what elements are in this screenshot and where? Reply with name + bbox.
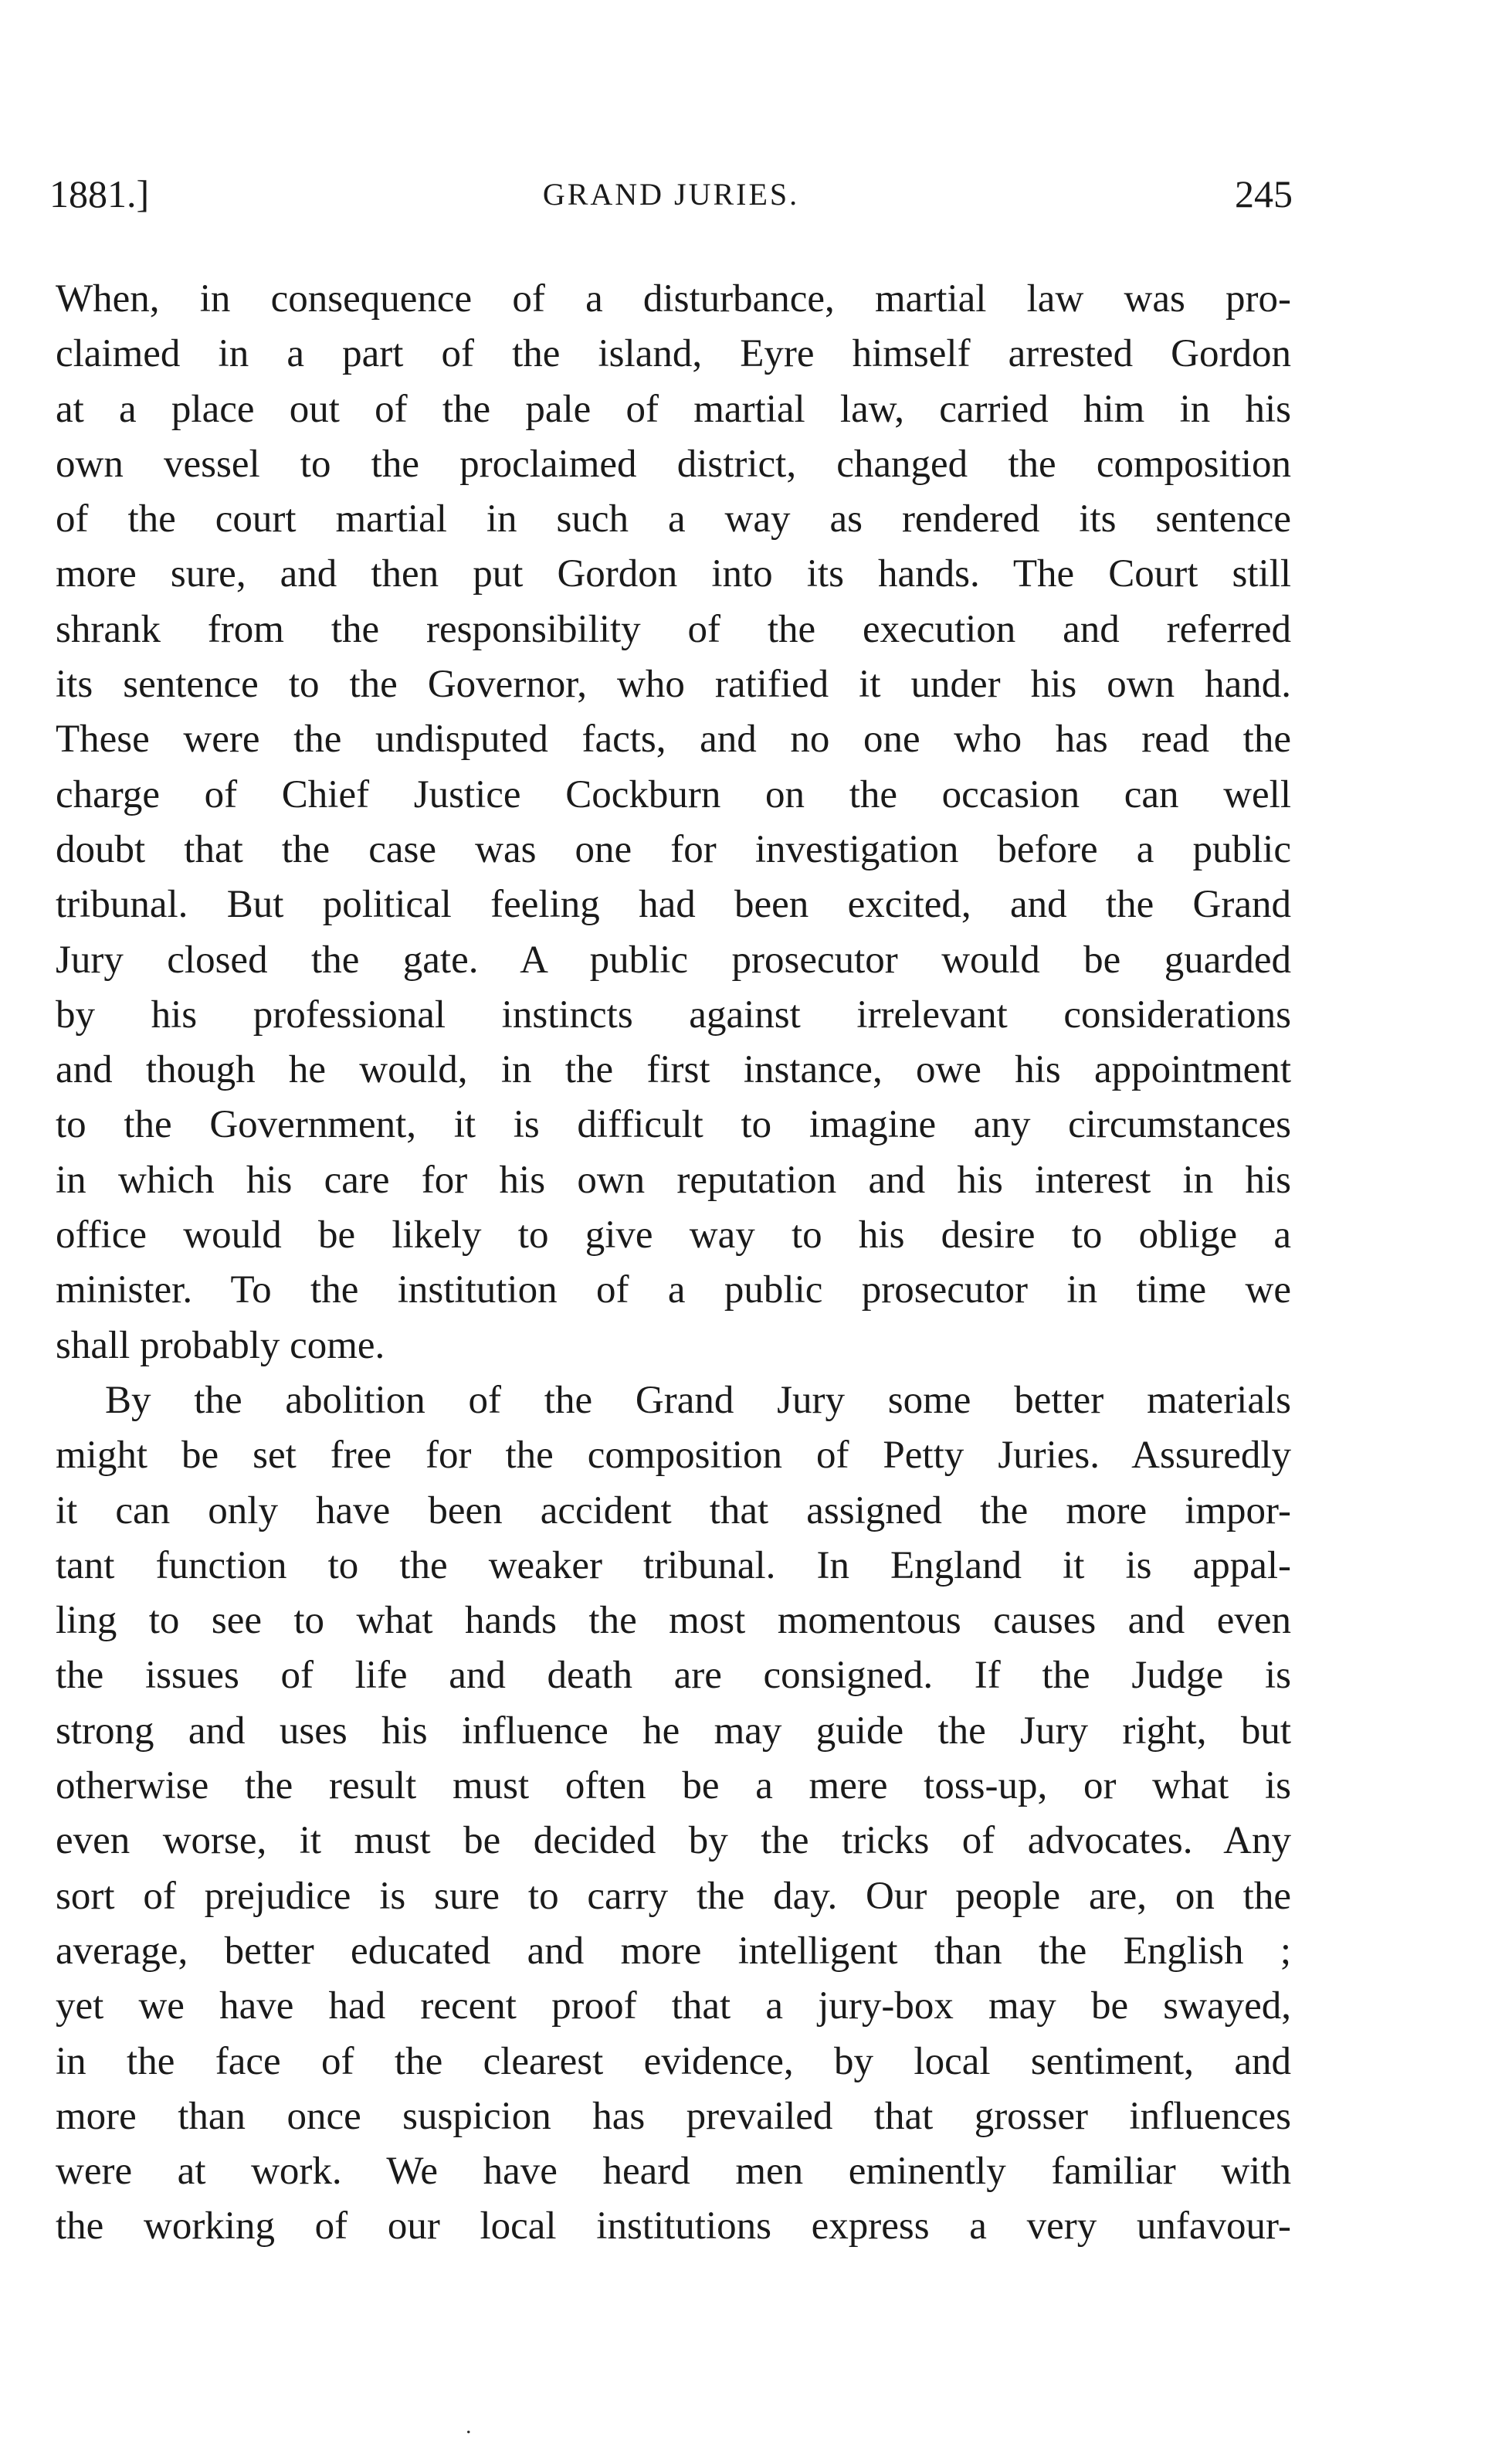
text-line: in which his care for his own reputation and his interest in his bbox=[56, 1158, 1291, 1202]
text-line: yet we have had recent proof that a jury-box may be swayed, bbox=[56, 1984, 1291, 2028]
text-line: Jury closed the gate. A public prosecutor would be guarded bbox=[56, 938, 1291, 982]
text-line: at a place out of the pale of martial law, carried him in his bbox=[56, 387, 1291, 431]
page-number: 245 bbox=[1235, 172, 1293, 216]
text-line: more than once suspicion has prevailed that grosser influences bbox=[56, 2094, 1291, 2138]
text-line: more sure, and then put Gordon into its hands. The Court still bbox=[56, 552, 1291, 596]
body-text bbox=[56, 272, 1291, 2255]
text-line: otherwise the result must often be a mere toss-up, or what is bbox=[56, 1764, 1291, 1808]
text-line: the issues of life and death are consigned. If the Judge is bbox=[56, 1654, 1291, 1698]
text-line: in the face of the clearest evidence, by local sentiment, and bbox=[56, 2039, 1291, 2083]
paragraph bbox=[56, 1373, 1291, 2255]
text-line: These were the undisputed facts, and no one who has read the bbox=[56, 718, 1291, 762]
text-line: tribunal. But political feeling had been excited, and the Grand bbox=[56, 883, 1291, 927]
header-year: 1881.] bbox=[49, 172, 150, 216]
text-line: shrank from the responsibility of the execution and referred bbox=[56, 607, 1291, 651]
text-line: claimed in a part of the island, Eyre himself arrested Gordon bbox=[56, 332, 1291, 376]
header-title: GRAND JURIES. bbox=[542, 177, 800, 212]
text-line: average, better educated and more intelligent than the English ; bbox=[56, 1929, 1291, 1973]
text-line: ling to see to what hands the most momentous causes and even bbox=[56, 1599, 1291, 1643]
text-line: and though he would, in the first instance, owe his appointment bbox=[56, 1048, 1291, 1092]
text-line: were at work. We have heard men eminently familiar with bbox=[56, 2150, 1291, 2194]
text-line: shall probably come. bbox=[56, 1323, 385, 1367]
text-line: by his professional instincts against irrelevant considerations bbox=[56, 993, 1291, 1037]
text-line: sort of prejudice is sure to carry the day. Our people are, on the bbox=[56, 1874, 1291, 1918]
text-line: charge of Chief Justice Cockburn on the occasion can well bbox=[56, 772, 1291, 816]
text-line: of the court martial in such a way as rendered its sentence bbox=[56, 497, 1291, 541]
text-line: it can only have been accident that assigned the more impor- bbox=[56, 1488, 1291, 1532]
footer-mark: . bbox=[466, 2413, 472, 2439]
text-line: the working of our local institutions express a very unfavour- bbox=[56, 2204, 1291, 2248]
text-line: its sentence to the Governor, who ratified it under his own hand. bbox=[56, 663, 1291, 707]
text-line: might be set free for the composition of Petty Juries. Assuredly bbox=[56, 1434, 1291, 1478]
text-line: own vessel to the proclaimed district, changed the composition bbox=[56, 442, 1291, 486]
text-line: tant function to the weaker tribunal. In England it is appal- bbox=[56, 1543, 1291, 1587]
text-line: minister. To the institution of a public prosecutor in time we bbox=[56, 1268, 1291, 1312]
running-header bbox=[49, 171, 1293, 226]
paragraph bbox=[56, 272, 1291, 1373]
text-line: When, in consequence of a disturbance, martial law was pro- bbox=[56, 277, 1291, 321]
text-line: to the Government, it is difficult to imagine any circumstances bbox=[56, 1103, 1291, 1147]
text-line: By the abolition of the Grand Jury some better materials bbox=[105, 1378, 1291, 1422]
text-line: even worse, it must be decided by the tricks of advocates. Any bbox=[56, 1819, 1291, 1863]
text-line: strong and uses his influence he may guide the Jury right, but bbox=[56, 1709, 1291, 1753]
text-line: office would be likely to give way to his desire to oblige a bbox=[56, 1213, 1291, 1257]
text-line: doubt that the case was one for investigation before a public bbox=[56, 827, 1291, 871]
